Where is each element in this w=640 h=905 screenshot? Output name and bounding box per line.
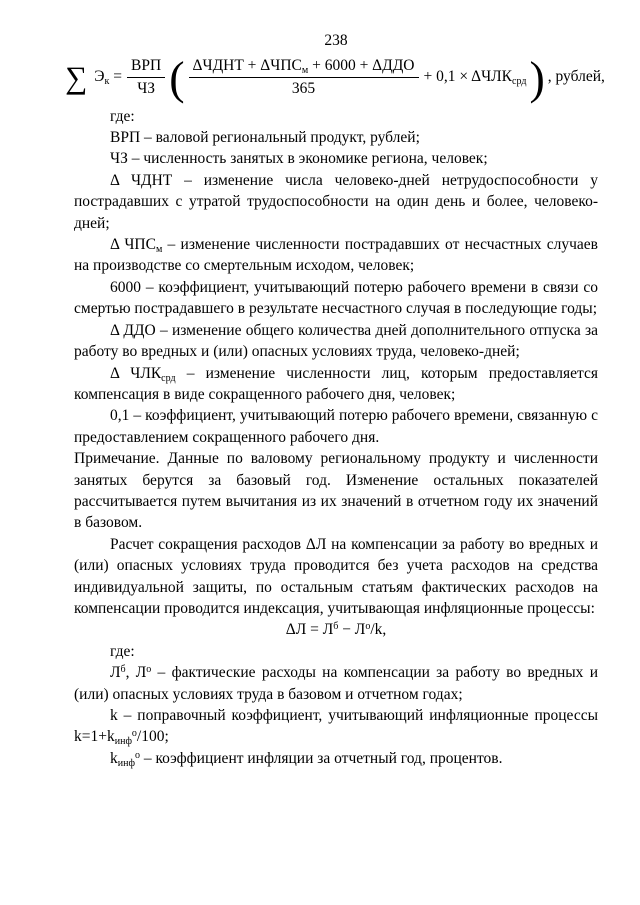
formula2-text: − Л xyxy=(338,621,366,639)
fraction-denominator: 365 xyxy=(291,79,316,97)
definition-lb-superscript: б xyxy=(120,664,126,676)
fraction-denominator: ЧЗ xyxy=(137,79,156,97)
definition-k-superscript: о xyxy=(131,728,137,740)
definition-lo-symbol: , Л xyxy=(125,664,147,682)
definition-chlk-symbol: Δ ЧЛК xyxy=(110,364,162,382)
tail-subscript: срд xyxy=(512,76,527,88)
definition-lb-symbol: Л xyxy=(110,664,121,682)
formula-compensation-reduction xyxy=(74,619,598,640)
numerator-subscript: м xyxy=(301,65,309,76)
definition-k-subscript: инф xyxy=(114,736,132,748)
formula-lhs-base: Э xyxy=(94,68,105,86)
fraction-numerator xyxy=(189,57,419,78)
definition-lb-lo-text: – фактические расходы на компенсации за работу во вредных и (или) опасных условиях труда в базовом и отчетном годах; xyxy=(74,664,599,703)
formula-total-economic-effect xyxy=(65,51,605,104)
close-parenthesis: ) xyxy=(529,51,545,104)
definition-kinf-text: – коэффициент инфляции за отчетный год, процентов. xyxy=(139,749,503,767)
definition-vrp: ВРП – валовой региональный продукт, рублей; xyxy=(110,129,420,147)
formula2-text: /k, xyxy=(370,621,387,639)
definition-k-text: k – поправочный коэффициент, учитывающий инфляционные процессы k=1+k xyxy=(74,707,598,746)
definition-chz: ЧЗ – численность занятых в экономике региона, человек; xyxy=(110,150,488,168)
definition-k xyxy=(74,705,598,748)
definition-kinf-subscript: инф xyxy=(117,757,135,769)
note-paragraph: Примечание. Данные по валовому региональному продукту и численности занятых берутся за базовый год. Изменение остальных показателей рассчитывается путем вычитания из их значений в отчетном году их значений в базовом. xyxy=(74,450,598,532)
definition-kinf-symbol: k xyxy=(110,749,118,767)
equals-sign: = xyxy=(113,68,123,86)
tail-text: + 0,1 × ΔЧЛК xyxy=(423,68,513,86)
calculation-paragraph: Расчет сокращения расходов ΔЛ на компенсации за работу во вредных и (или) опасных условиях труда проводится без учета расходов на средства индивидуальной защиты, по остальным статьям фактических расходов на компенсации проводится индексация, учитывающая инфляционные процессы: xyxy=(74,535,598,617)
formula-units-suffix: , рублей, xyxy=(547,68,605,86)
definition-01: 0,1 – коэффициент, учитывающий потерю рабочего времени, связанную с предоставлением сокращенного рабочего дня. xyxy=(74,407,598,446)
definition-kinf xyxy=(74,748,598,769)
formula-lhs xyxy=(94,68,109,86)
definition-chlk-subscript: срд xyxy=(161,372,176,384)
formula2-superscript-report-year: о xyxy=(365,621,371,633)
definition-kinf-superscript: о xyxy=(134,749,140,761)
definition-lb-lo xyxy=(74,662,598,705)
summation-symbol: ∑ xyxy=(65,59,88,95)
definition-chps-subscript: м xyxy=(155,244,163,256)
definition-ddo: Δ ДДО – изменение общего количества дней дополнительного отпуска за работу во вредных и (или) опасных условиях труда, человеко-дней; xyxy=(74,321,598,361)
fraction-days-365 xyxy=(189,57,419,98)
formula2-text: ΔЛ = Л xyxy=(285,621,334,639)
definition-chdnt: Δ ЧДНТ – изменение числа человеко-дней нетрудоспособности у пострадавших с утратой трудоспособности на один день и более, человеко-дней; xyxy=(74,171,598,232)
formula-tail-term xyxy=(424,68,527,86)
page-number: 238 xyxy=(324,32,348,49)
numerator-text: ΔЧДНТ + ΔЧПС xyxy=(192,57,302,74)
fraction-numerator: ВРП xyxy=(127,57,165,78)
definition-chps xyxy=(74,234,598,277)
open-parenthesis: ( xyxy=(169,51,185,104)
definition-k-tail: /100; xyxy=(136,728,169,746)
fraction-vrp-chz xyxy=(127,57,165,98)
numerator-text: + 6000 + ΔДДО xyxy=(308,57,415,74)
where-label: где: xyxy=(110,107,135,125)
definition-chlk-text: – изменение численности лиц, которым предоставляется компенсация в виде сокращенного рабочего дня, человек; xyxy=(74,364,598,403)
definition-chps-text: – изменение численности пострадавших от несчастных случаев на производстве со смертельным исходом, человек; xyxy=(74,236,599,275)
definition-chlk xyxy=(74,363,598,406)
definition-chps-symbol: Δ ЧПС xyxy=(110,236,156,254)
definition-6000: 6000 – коэффициент, учитывающий потерю рабочего времени в связи со смертью пострадавшего в результате несчастного случая в последующие годы; xyxy=(74,278,598,318)
formula2-superscript-base-year: б xyxy=(333,621,339,633)
where-label-2: где: xyxy=(110,642,135,660)
definition-lo-superscript: о xyxy=(146,664,152,676)
formula-lhs-subscript: к xyxy=(104,76,110,88)
